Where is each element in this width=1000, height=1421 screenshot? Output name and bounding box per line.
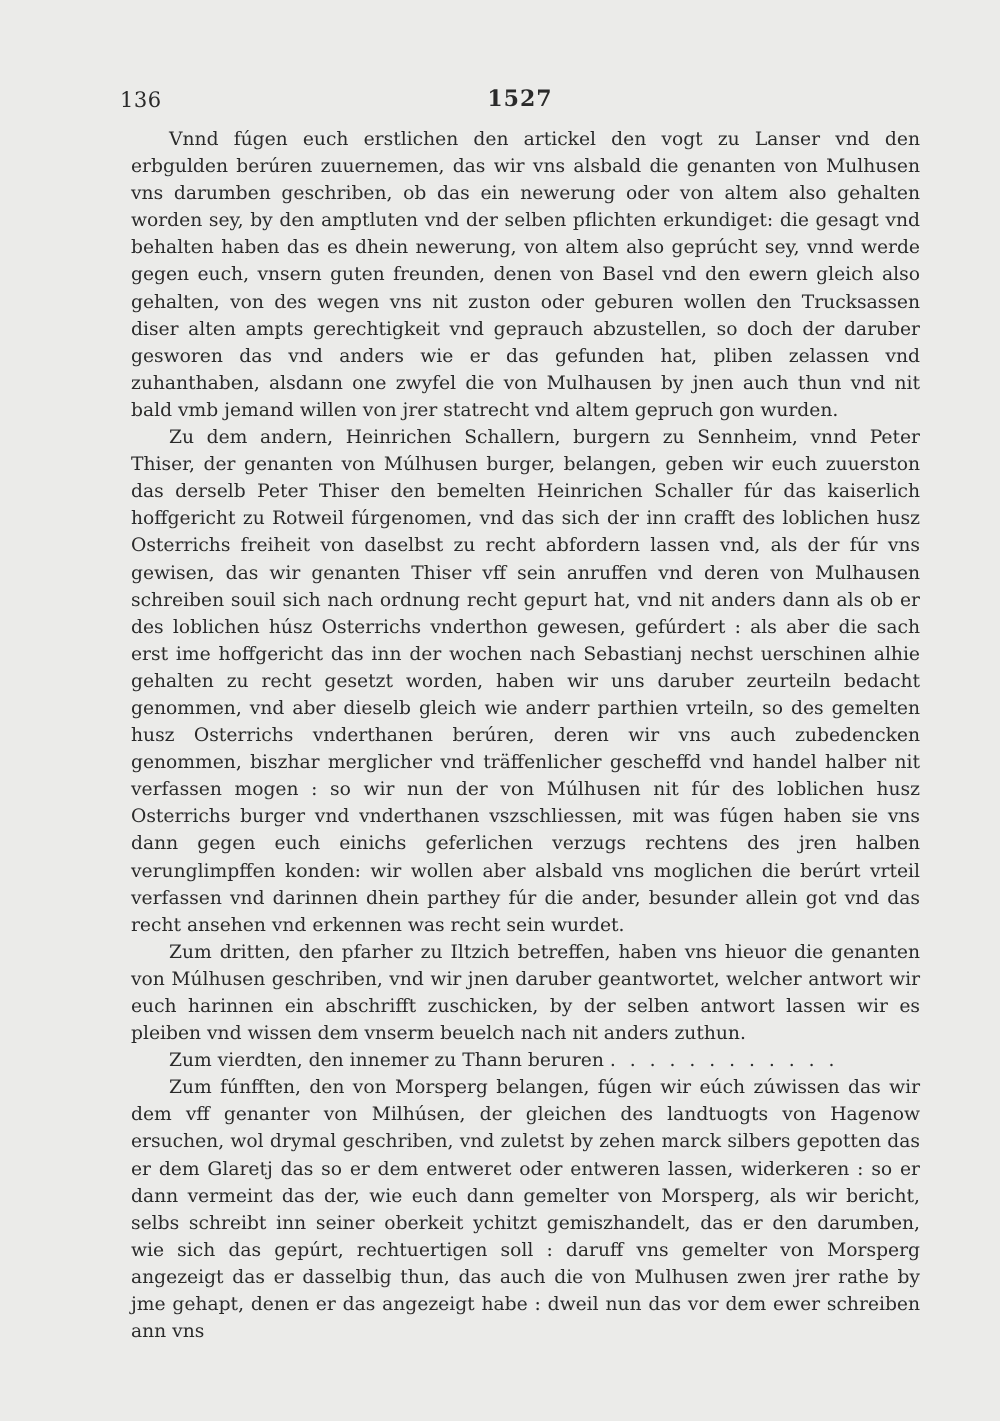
page-number: 136 <box>120 88 162 112</box>
paragraph-pfarher-iltzich: Zum dritten, den pfarher zu Iltzich betreffen, haben vns hieuor die genanten von Múlhusen geschriben, vnd wir jnen daruber geantwortet, welcher antwort wir euch harinnen ein abschrifft zuschicken, by der selben antwort lassen wir es pleiben vnd wissen dem vnserm beuelch nach nit anders zuthun. <box>131 941 920 1045</box>
page-year-heading: 1527 <box>487 86 553 112</box>
paragraph-innemer-thann <box>131 1047 920 1074</box>
paragraph-lanser: Vnnd fúgen euch erstlichen den artickel den vogt zu Lanser vnd den erbgulden berúren zuuernemen, das wir vns alsbald die genanten von Mulhusen vns darumben geschriben, ob das ein newerung oder von altem also gehalten worden sey, by den amptluten vnd der selben pflichten erkundiget: die gesagt vnd behalten haben das es dhein newerung, von altem also geprúcht sey, vnnd werde gegen euch, vnsern guten freunden, denen von Basel vnd den ewern gleich also gehalten, von des wegen vns nit zuston oder geburen wollen den Trucksassen diser alten ampts gerechtigkeit vnd geprauch abzustellen, so doch der daruber gesworen das vnd anders wie er das gefunden hat, pliben zelassen vnd zuhanthaben, alsdann one zwyfel die von Mulhausen by jnen auch thun vnd nit bald vmb jemand willen von jrer statrecht vnd altem gepruch gon wurden. <box>131 129 920 421</box>
paragraph-innemer-text: Zum vierdten, den innemer zu Thann beruren <box>169 1050 604 1072</box>
page-header <box>120 88 920 118</box>
paragraph-morsperg: Zum fúnfften, den von Morsperg belangen, fúgen wir eúch zúwissen das wir dem vff genanter von Milhúsen, der gleichen des landtuogts von Hagenow ersuchen, wol drymal geschriben, vnd zuletst by zehen marck silbers gepotten das er dem Glaretj das so er dem entweret oder entweren lassen, widerkeren : so er dann vermeint das der, wie euch dann gemelter von Morsperg, als wir bericht, selbs schreibt inn seiner oberkeit ychitzt gemiszhandelt, das er den darumben, wie sich das gepúrt, rechtuertigen soll : daruff vns gemelter von Morsperg angezeigt das er dasselbig thun, das auch die von Mulhusen zwen jrer rathe by jme gehapt, denen er das angezeigt habe : dweil nun das vor dem ewer schreiben ann vns <box>131 1077 920 1343</box>
omission-marks: . . . . . . . . . . . . <box>609 1050 839 1072</box>
paragraph-schaller-thiser: Zu dem andern, Heinrichen Schallern, burgern zu Sennheim, vnnd Peter Thiser, der genanten von Múlhusen burger, belangen, geben wir euch zuuerston das derselb Peter Thiser den bemelten Heinrichen Schaller fúr das kaiserlich hoffgericht zu Rotweil fúrgenomen, vnd das sich der inn crafft des loblichen husz Osterrichs freiheit von daselbst zu recht abfordern lassen vnd, als der fúr vns gewisen, das wir genanten Thiser vff sein anruffen vnd deren von Mulhausen schreiben souil sich nach ordnung recht gepurt hat, vnd nit anders dann als ob er des loblichen húsz Osterrichs vnderthon gewesen, gefúrdert : als aber die sach erst ime hoffgericht das inn der wochen nach Sebastianj nechst uerschinen alhie gehalten zu recht gesetzt worden, haben wir uns daruber zeurteiln bedacht genommen, vnd aber dieselb gleich wie anderr parthien vrteiln, so des gemelten husz Osterrichs vnderthanen berúren, deren wir vns auch zubedencken genommen, biszhar merglicher vnd träffenlicher gescheffd vnd handel halber nit verfassen mogen : so wir nun der von Múlhusen nit fúr des loblichen husz Osterrichs burger vnd vnderthanen vszschliessen, mit was fúgen haben sie vns dann gegen euch einichs geferlichen verzugs rechtens des jren halben verunglimpffen konden: wir wollen aber alsbald vns moglichen die berúrt vrteil verfassen vnd darinnen dhein parthey fúr die ander, besunder allein got vnd das recht ansehen vnd erkennen was recht sein wurdet. <box>131 427 920 936</box>
body-text <box>131 126 920 1345</box>
